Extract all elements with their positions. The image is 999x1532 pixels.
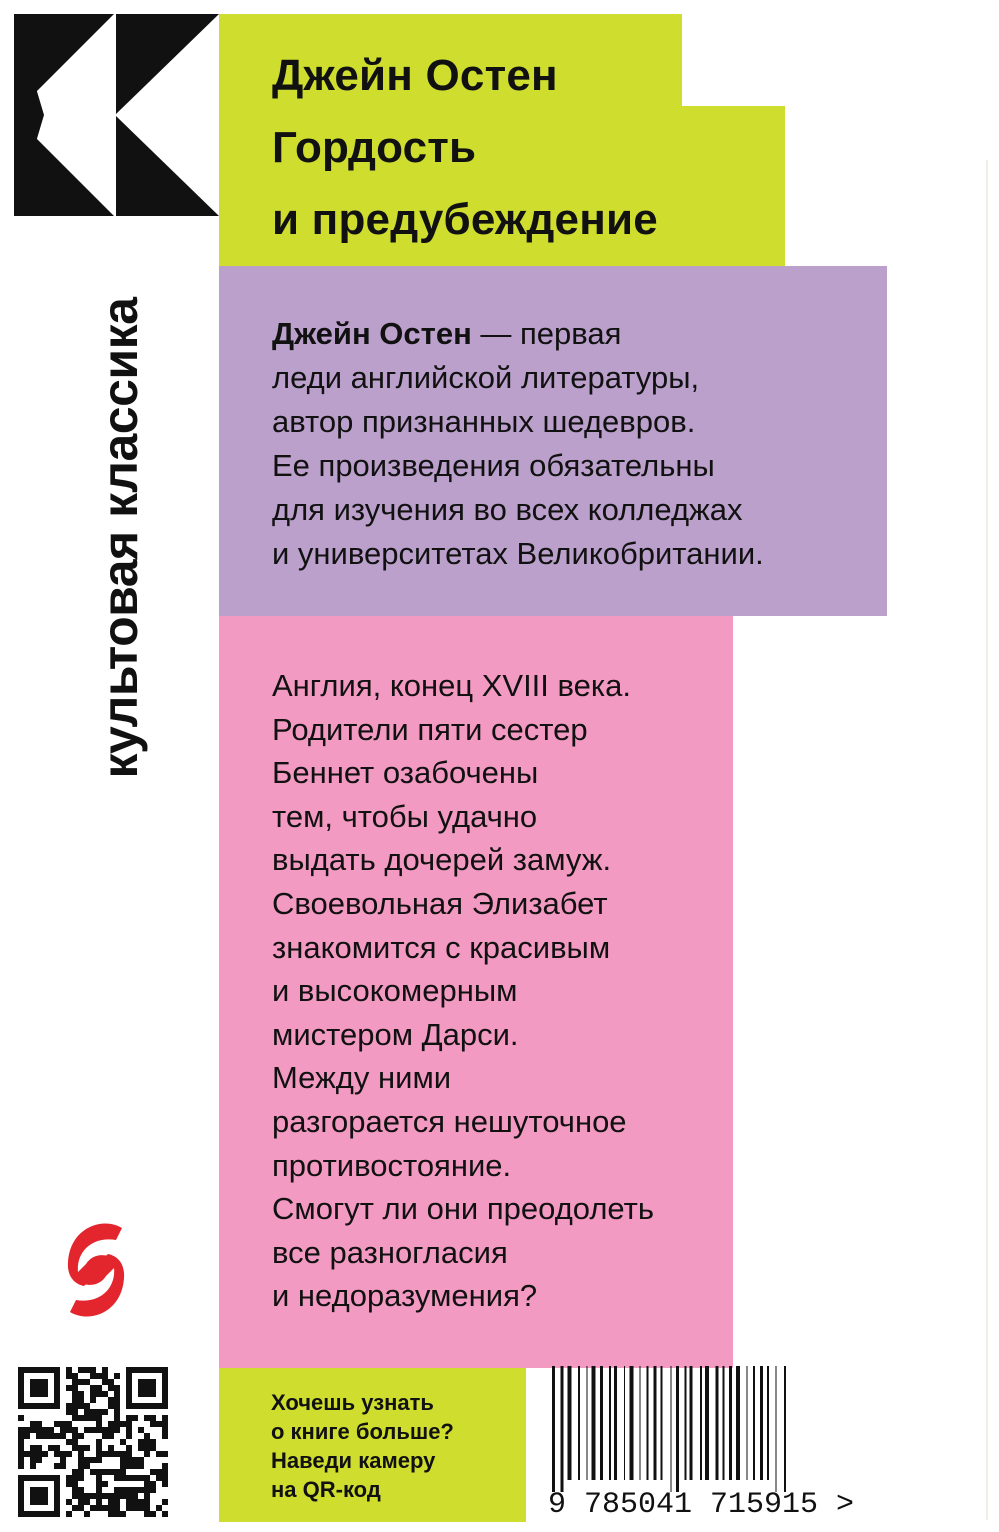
- series-title: культовая классика: [92, 297, 148, 779]
- author-blurb-line: леди английской литературы,: [272, 360, 700, 395]
- author-blurb-name: Джейн Остен: [272, 316, 472, 351]
- cover-fold-line: [986, 160, 988, 1520]
- author-blurb-line: Ее произведения обязательны: [272, 448, 715, 483]
- plot-line: и недоразумения?: [272, 1278, 538, 1314]
- plot-line: Своевольная Элизабет: [272, 885, 608, 921]
- qr-prompt: [271, 1388, 521, 1504]
- author-name-heading: Джейн Остен: [272, 51, 558, 100]
- author-blurb-text: — первая: [471, 316, 622, 351]
- author-blurb-line: для изучения во всех колледжах: [272, 492, 743, 527]
- plot-line: разгорается нешуточное: [272, 1103, 627, 1139]
- plot-line: выдать дочерей замуж.: [272, 842, 612, 878]
- plot-line: и высокомерным: [272, 973, 518, 1009]
- qr-prompt-line: о книге больше?: [271, 1419, 454, 1444]
- book-title-line-2: и предубеждение: [272, 195, 658, 244]
- author-blurb-line: и университетах Великобритании.: [272, 536, 764, 571]
- qr-code-icon[interactable]: [18, 1367, 168, 1517]
- qr-prompt-line: на QR-код: [271, 1477, 381, 1502]
- plot-line: противостояние.: [272, 1147, 512, 1183]
- plot-line: знакомится с красивым: [272, 929, 611, 965]
- book-title-line-1: Гордость: [272, 123, 477, 172]
- qr-prompt-line: Хочешь узнать: [271, 1390, 434, 1415]
- barcode-digits: 9 785041 715915 >: [548, 1488, 855, 1522]
- plot-blurb: [272, 664, 722, 1318]
- plot-line: мистером Дарси.: [272, 1016, 519, 1052]
- plot-line: Смогут ли они преодолеть: [272, 1191, 654, 1227]
- author-blurb-line: автор признанных шедевров.: [272, 404, 696, 439]
- series-logo-icon: [14, 14, 219, 216]
- qr-prompt-line: Наведи камеру: [271, 1448, 436, 1473]
- plot-line: Англия, конец XVIII века.: [272, 668, 631, 703]
- author-blurb: [272, 312, 872, 576]
- plot-line: Беннет озабочены: [272, 755, 539, 791]
- plot-line: все разногласия: [272, 1234, 508, 1270]
- plot-line: Между ними: [272, 1060, 452, 1096]
- plot-line: Родители пяти сестер: [272, 711, 588, 747]
- barcode: [552, 1366, 922, 1492]
- plot-line: тем, чтобы удачно: [272, 798, 538, 834]
- publisher-e-logo-icon: [62, 1218, 130, 1322]
